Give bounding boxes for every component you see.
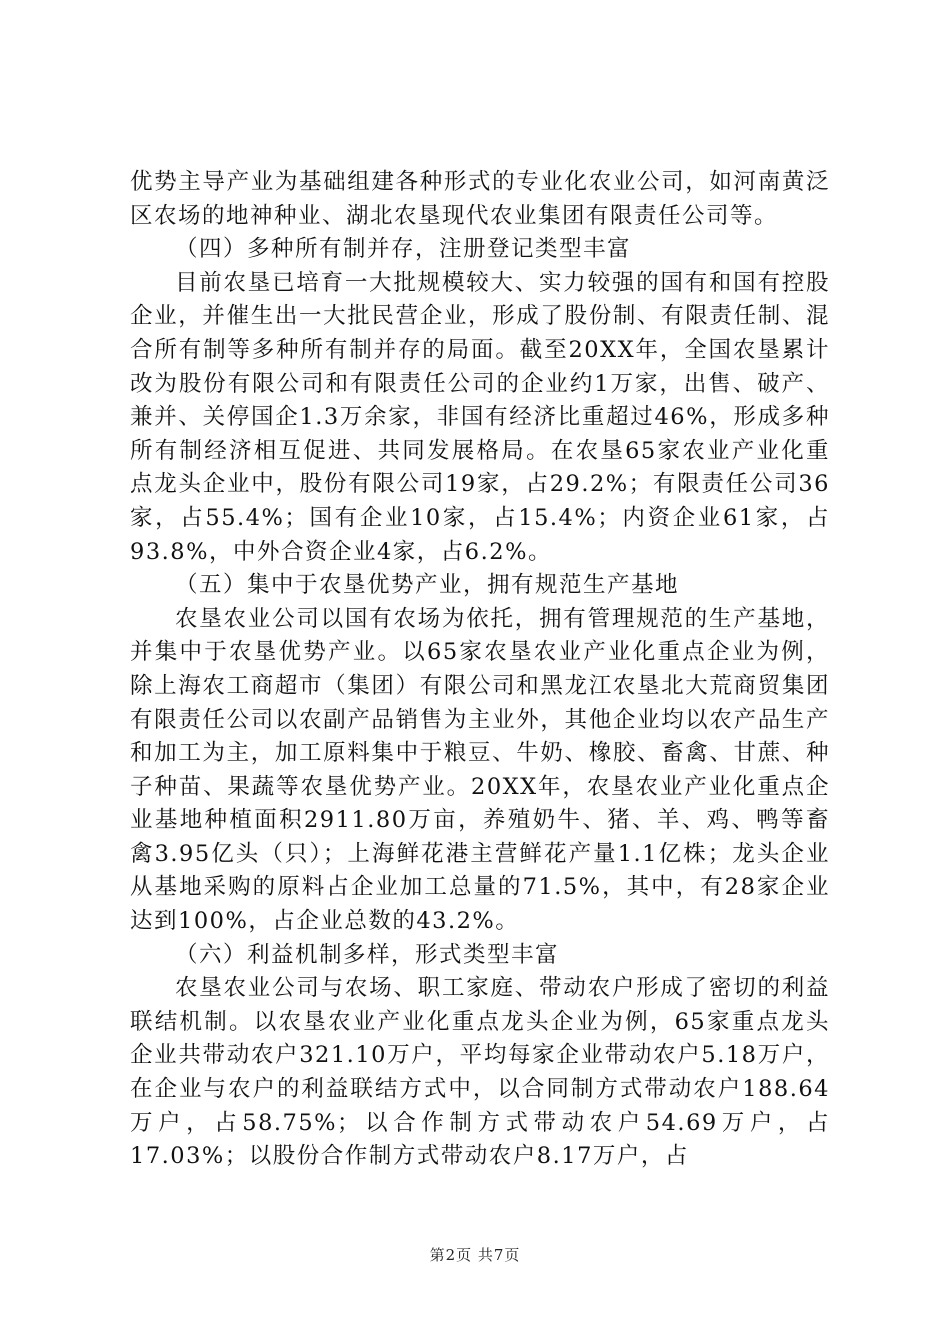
paragraph-continuation: 优势主导产业为基础组建各种形式的专业化农业公司，如河南黄泛区农场的地神种业、湖北农垦现代农业集团有限责任公司等。: [130, 169, 830, 229]
paragraph-production-base: 农垦农业公司以国有农场为依托，拥有管理规范的生产基地，并集中于农垦优势产业。以65家农垦农业产业化重点企业为例，除上海农工商超市（集团）有限公司和黑龙江农垦北大荒商贸集团有限责任公司以农副产品销售为主业外，其他企业均以农产品生产和加工为主，加工原料集中于粮豆、牛奶、橡胶、畜禽、甘蔗、种子种苗、果蔬等农垦优势产业。20XX年，农垦农业产业化重点企业基地种植面积2911.80万亩，养殖奶牛、猪、羊、鸡、鸭等畜禽3.95亿头（只）；上海鲜花港主营鲜花产量1.1亿株；龙头企业从基地采购的原料占企业加工总量的71.5%，其中，有28家企业达到100%，占企业总数的43.2%。: [130, 605, 830, 935]
document-body: [130, 166, 830, 1174]
paragraph-interest-mechanism: 农垦农业公司与农场、职工家庭、带动农户形成了密切的利益联结机制。以农垦农业产业化重点龙头企业为例，65家重点龙头企业共带动农户321.10万户，平均每家企业带动农户5.18万户，在企业与农户的利益联结方式中，以合同制方式带动农户188.64万户，占58.75%；以合作制方式带动农户54.69万户，占17.03%；以股份合作制方式带动农户8.17万户，占: [130, 975, 830, 1170]
section-heading-4: （四）多种所有制并存，注册登记类型丰富: [175, 236, 632, 263]
paragraph-ownership: 目前农垦已培育一大批规模较大、实力较强的国有和国有控股企业，并催生出一大批民营企业，形成了股份制、有限责任制、混合所有制等多种所有制并存的局面。截至20XX年，全国农垦累计改为股份有限公司和有限责任公司的企业约1万家，出售、破产、兼并、关停国企1.3万余家，非国有经济比重超过46%，形成多种所有制经济相互促进、共同发展格局。在农垦65家农业产业化重点龙头企业中，股份有限公司19家，占29.2%；有限责任公司36家，占55.4%；国有企业10家，占15.4%；内资企业61家，占93.8%，中外合资企业4家，占6.2%。: [130, 269, 830, 565]
section-heading-5: （五）集中于农垦优势产业，拥有规范生产基地: [175, 572, 680, 599]
page-number-footer: 第2页 共7页: [429, 1246, 521, 1264]
section-heading-6: （六）利益机制多样，形式类型丰富: [175, 941, 560, 968]
